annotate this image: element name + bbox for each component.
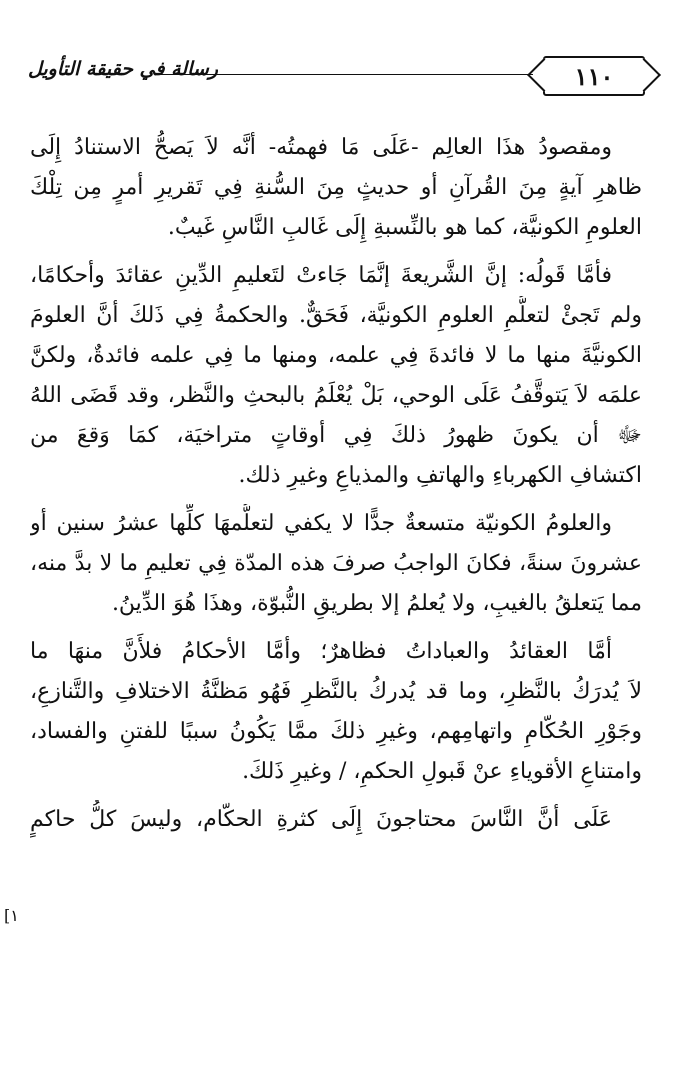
text-line: ظاهرِ آيةٍ مِنَ القُرآنِ أو حديثٍ مِنَ السُّنةِ فِي تَقريرِ أمرٍ مِن تِلْكَ: [30, 175, 642, 200]
page-body: [30, 128, 642, 848]
text-line: وجَوْرِ الحُكّامِ واتهامِهم، وغيرِ ذلكَ ممَّا يَكُونُ سببًا للفتنِ والفساد،: [30, 719, 642, 744]
page-header: [28, 56, 645, 96]
text-line: العلومِ الكونيَّة، كما هو بالنِّسبةِ إِلَى غَالبِ النَّاسِ غَيبٌ.: [167, 215, 642, 240]
text-line: مما يَتعلقُ بالغيبِ، ولا يُعلمُ إلا بطريقِ النُّبوّة، وهذَا هُوَ الدِّينُ.: [111, 591, 642, 616]
text-line: الكونيَّةَ منها ما لا فائدةَ فِي علمه، ومنها ما فِي علمه فائدةٌ، ولكنَّ: [30, 343, 642, 368]
text-line: عشرونَ سنةً، فكانَ الواجبُ صرفَ هذه المدّة فِي تعليمِ ما لا بدَّ منه،: [30, 551, 642, 576]
text-line: ومقصودُ هذَا العالِم -عَلَى مَا فهمتُه- أنَّه لاَ يَصحُّ الاستنادُ إِلَى: [30, 135, 612, 160]
text-line: علمَه لاَ يَتوقَّفُ عَلَى الوحي، بَلْ يُعْلَمُ بالبحثِ والنَّظر، وقد قَضَى اللهُ: [30, 383, 642, 408]
text-line: فأمَّا قَولُه: إنَّ الشَّريعةَ إنَّمَا جَاءتْ لتَعليمِ الدِّينِ عقائدَ وأحكامًا،: [30, 263, 612, 288]
text-line: عَلَى أنَّ النَّاسَ محتاجونَ إِلَى كثرةِ الحكّام، وليسَ كلُّ حاكمٍ: [30, 807, 612, 832]
paragraph-3: [30, 504, 642, 624]
page-number: ١١٠: [574, 61, 614, 91]
text-line: أمَّا العقائدُ والعباداتُ فظاهرٌ؛ وأمَّا الأحكامُ فلأَنَّ منهَا ما: [30, 639, 612, 664]
text-line: ولم تَجئْ لتعلُّمِ العلومِ الكونيَّة، فَحَقٌّ. والحكمةُ فِي ذَلكَ أنَّ العلومَ: [30, 303, 642, 328]
paragraph-1: [30, 128, 642, 248]
paragraph-4: [30, 632, 642, 792]
paragraph-2: [30, 256, 642, 496]
paragraph-5: [30, 800, 642, 840]
running-title: رسالة في حقيقة التأويل: [28, 58, 218, 80]
text-line: والعلومُ الكونيّة متسعةٌ جدًّا لا يكفي لتعلُّمهَا كلِّها عشرُ سنين أو: [30, 511, 612, 536]
text-line: وامتناعِ الأقوياءِ عنْ قَبولِ الحكمِ، / وغيرِ ذَلكَ.: [242, 759, 642, 784]
page-number-badge: [543, 56, 645, 96]
text-line: ﷻ أن يكونَ ظهورُ ذلكَ فِي أوقاتٍ متراخيَة، كمَا وَقعَ من: [30, 423, 642, 448]
text-line: اكتشافِ الكهرباءِ والهاتفِ والمذياعِ وغيرِ ذلك.: [238, 463, 642, 488]
margin-page-marker: [١: [4, 906, 19, 925]
text-line: لاَ يُدرَكُ بالنَّظرِ، وما قد يُدركُ بالنَّظرِ فَهُو مَظنَّةُ الاختلافِ والتَّنازعِ،: [30, 679, 642, 704]
